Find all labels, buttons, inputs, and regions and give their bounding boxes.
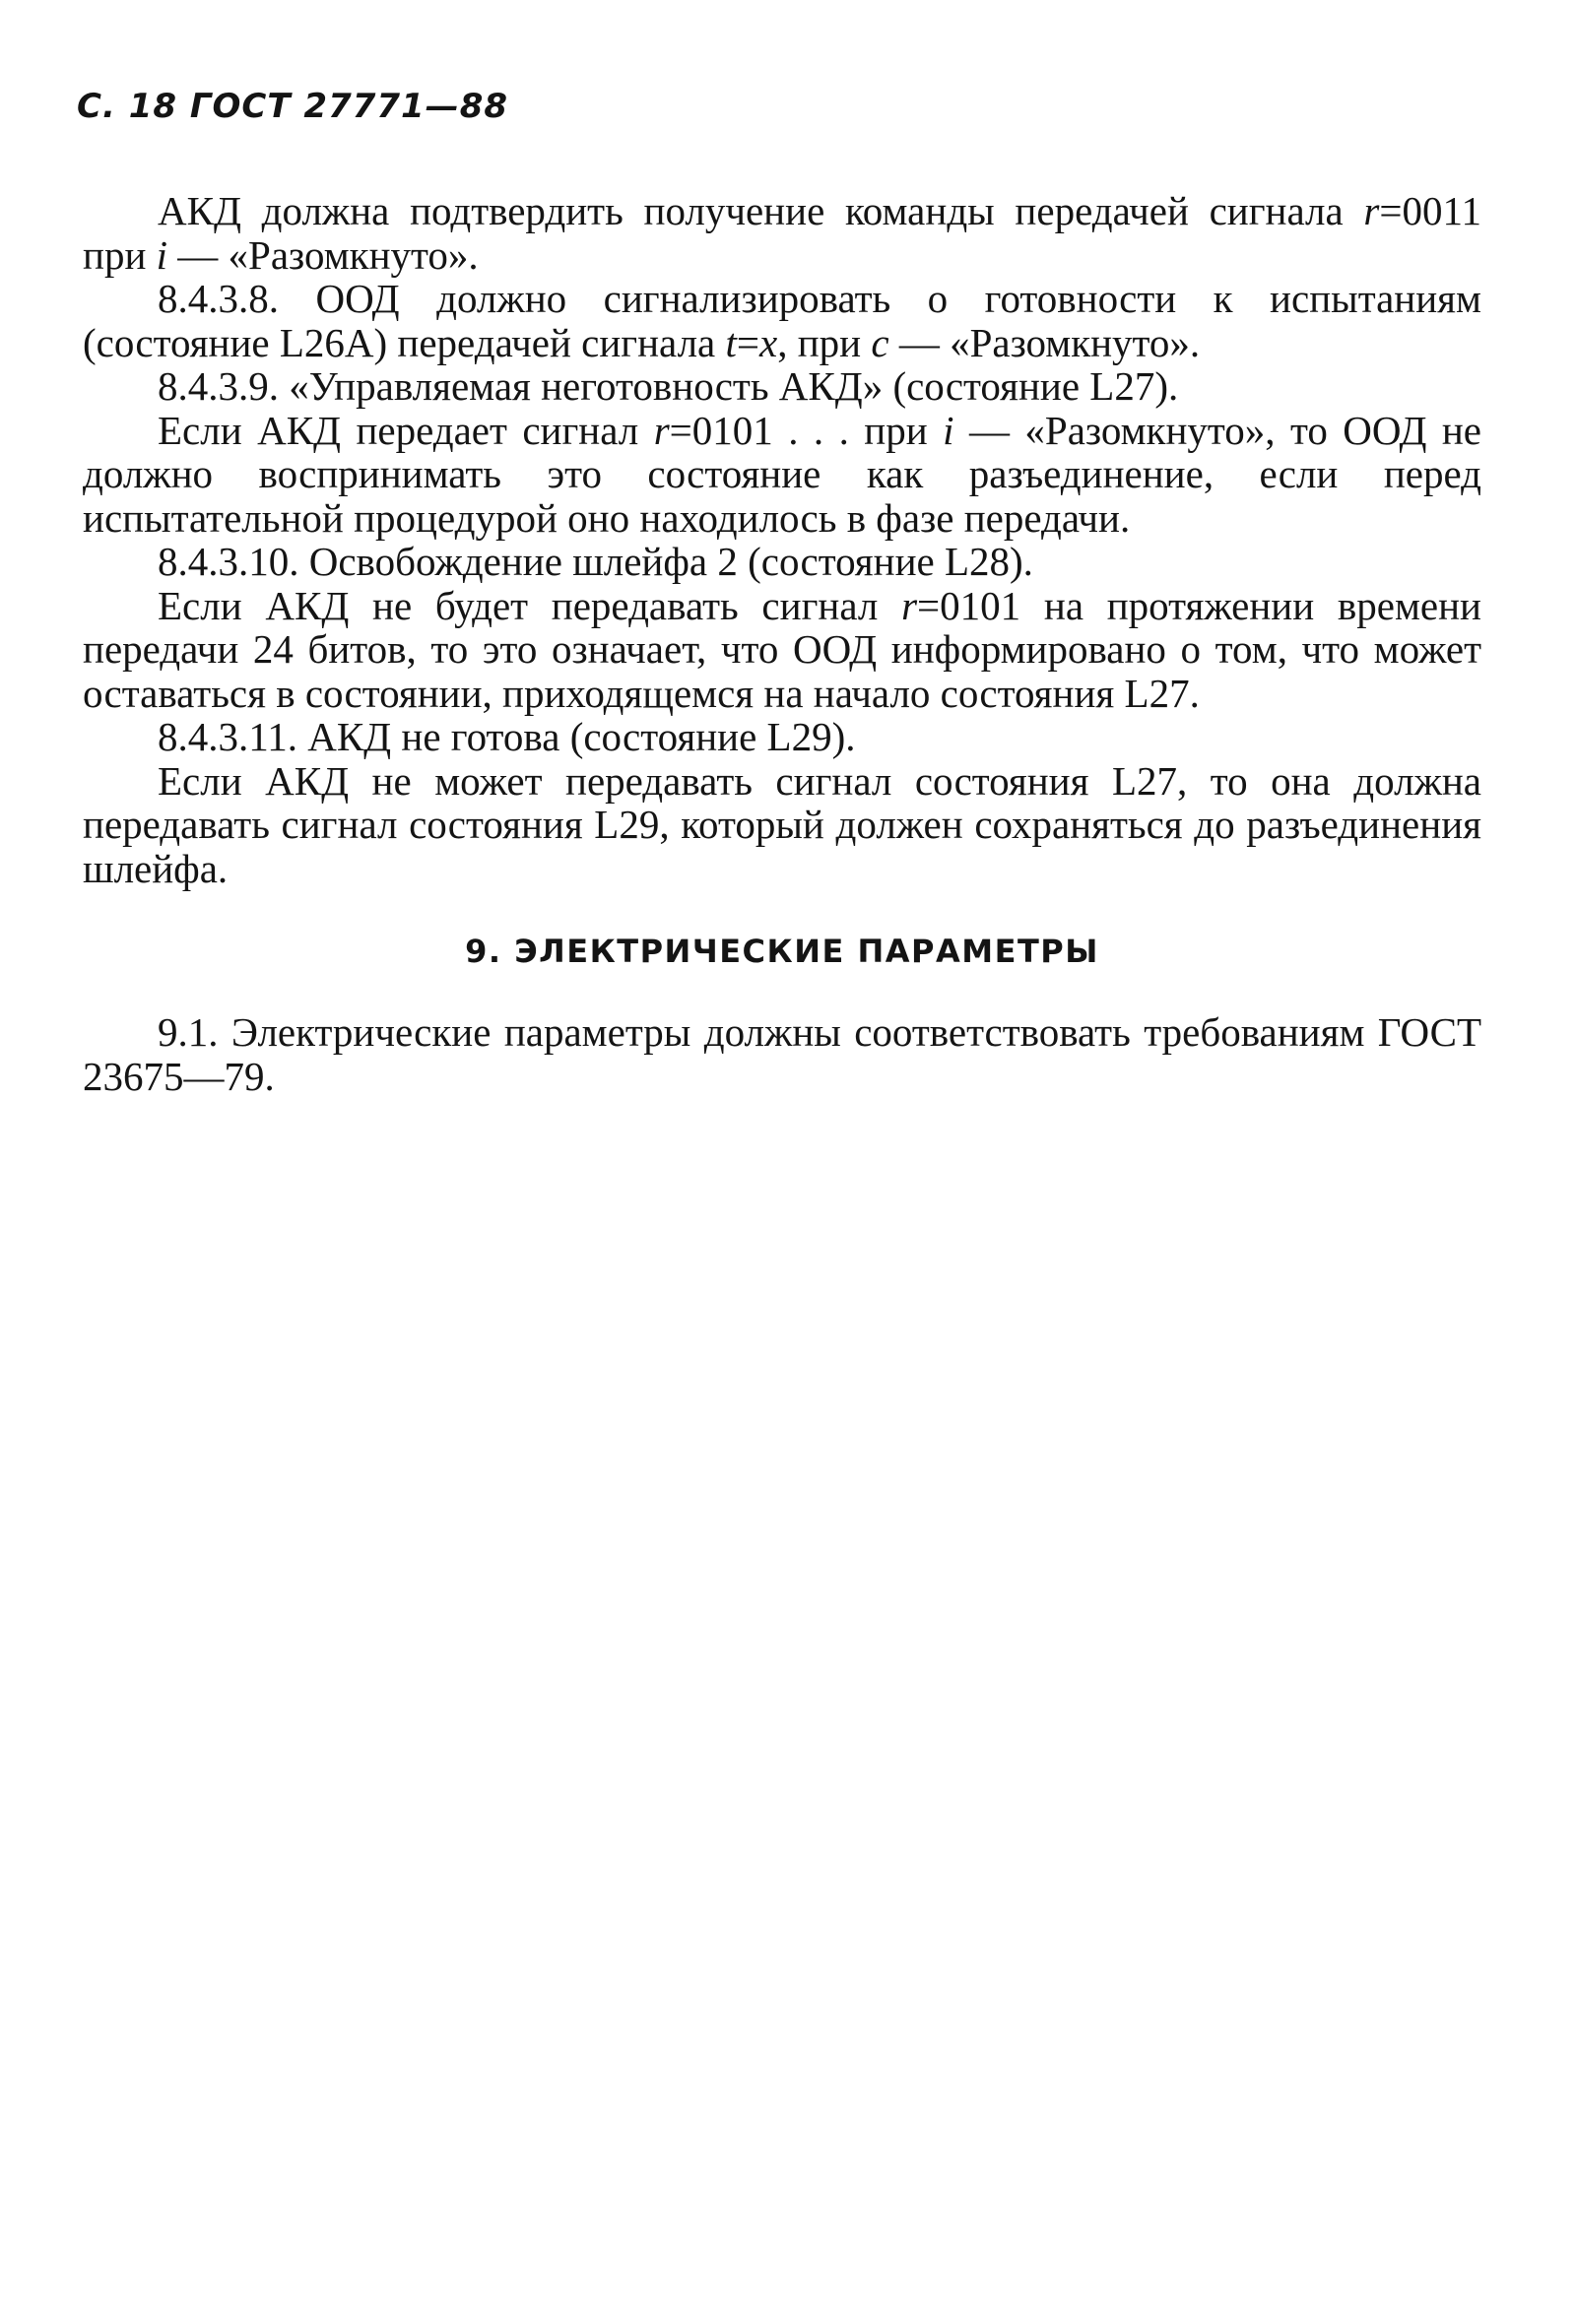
paragraph (83, 189, 1481, 277)
paragraph (83, 409, 1481, 541)
paragraph (83, 584, 1481, 716)
text-run: 8.4.3.8. ООД должно сигнализировать о готовности к испытаниям (состояние L26A) передачей сигнала (83, 276, 1481, 365)
italic-variable: c (871, 319, 889, 365)
text-run: = (736, 319, 760, 365)
text-run: — «Разомкнуто». (167, 231, 479, 278)
text-run: 8.4.3.11. АКД не готова (состояние L29). (158, 714, 856, 759)
italic-variable: r (653, 407, 670, 453)
text-run: Если АКД не будет передавать сигнал (158, 582, 902, 628)
text-run: 8.4.3.9. «Управляемая неготовность АКД» (состояние L27). (158, 363, 1179, 409)
paragraph (83, 364, 1481, 409)
paragraph (83, 277, 1481, 364)
italic-variable: t (725, 319, 737, 365)
italic-variable: r (901, 582, 918, 628)
text-run: — «Разомкнуто». (888, 319, 1201, 365)
text-run: Если АКД не может передавать сигнал состояния L27, то она должна передавать сигнал состояния L29, который должен сохраняться до разъединения шлейфа. (83, 757, 1481, 891)
paragraph (83, 759, 1481, 891)
italic-variable: i (156, 231, 168, 278)
text-run: , при (777, 319, 872, 365)
paragraph (83, 1010, 1481, 1098)
italic-variable: i (943, 407, 954, 453)
paragraph (83, 540, 1481, 584)
text-run: 8.4.3.10. Освобождение шлейфа 2 (состояние L28). (158, 539, 1033, 584)
text-run: — «Разомкнуто», то ООД не должно воспринимать это состояние как разъединение, если перед испытательной процедурой оно находилось в фазе передачи. (83, 407, 1481, 541)
italic-variable: r (1363, 188, 1380, 233)
page-header: С. 18 ГОСТ 27771—88 (77, 87, 509, 126)
document-body (83, 189, 1481, 1098)
text-run: АКД должна подтвердить получение команды передачей сигнала (158, 188, 1364, 233)
italic-variable: x (759, 319, 778, 365)
text-run: Если АКД передает сигнал (158, 407, 654, 453)
paragraph (83, 715, 1481, 759)
text-run: =0011 при (83, 188, 1481, 278)
text-run: =0101 на протяжении времени передачи 24 битов, то это означает, что ООД информировано о том, что может оставаться в состоянии, приходящемся на начало состояния L27. (83, 582, 1481, 716)
text-run: =0101 . . . при (669, 407, 944, 453)
text-run: 9.1. Электрические параметры должны соответствовать требованиям ГОСТ 23675—79. (83, 1009, 1481, 1099)
section-title: 9. ЭЛЕКТРИЧЕСКИЕ ПАРАМЕТРЫ (465, 933, 1099, 970)
